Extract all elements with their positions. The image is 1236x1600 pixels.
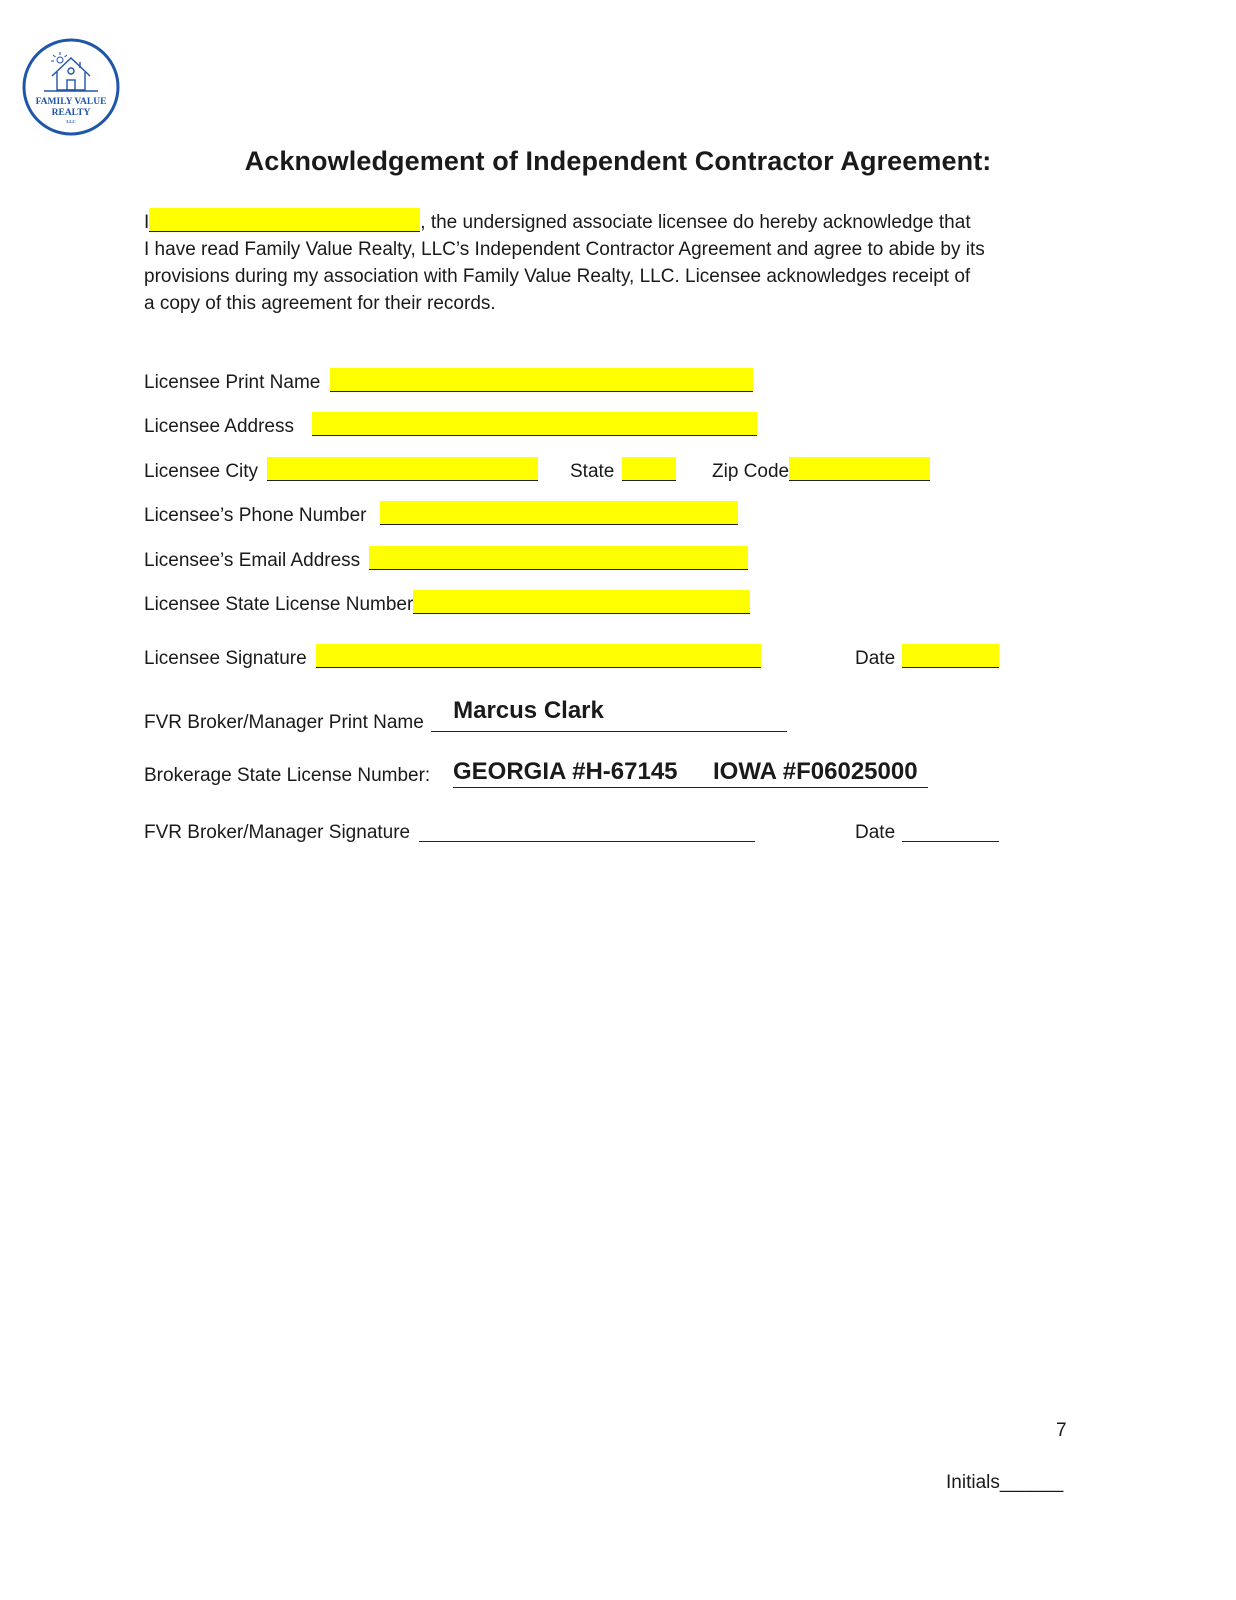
print-name-row bbox=[144, 368, 753, 396]
broker-date-label: Date bbox=[855, 822, 896, 843]
broker-date-group bbox=[855, 818, 999, 846]
phone-row bbox=[144, 501, 738, 529]
address-field[interactable] bbox=[312, 412, 757, 436]
broker-signature-label: FVR Broker/Manager Signature bbox=[144, 822, 411, 843]
broker-date-field[interactable] bbox=[902, 818, 999, 842]
print-name-field[interactable] bbox=[330, 368, 753, 392]
email-row bbox=[144, 546, 748, 574]
address-row bbox=[144, 412, 757, 440]
phone-label: Licensee’s Phone Number bbox=[144, 505, 367, 526]
license-number-field[interactable] bbox=[413, 590, 750, 614]
city-field[interactable] bbox=[267, 457, 538, 481]
broker-name-row bbox=[144, 697, 787, 736]
zip-group bbox=[712, 457, 930, 485]
address-label: Licensee Address bbox=[144, 416, 294, 437]
signature-label: Licensee Signature bbox=[144, 648, 307, 669]
family-value-realty-logo bbox=[22, 38, 120, 136]
broker-name-field[interactable] bbox=[431, 697, 787, 732]
signature-date-group bbox=[855, 644, 999, 672]
zip-label: Zip Code bbox=[712, 461, 790, 482]
signature-date-label: Date bbox=[855, 648, 896, 669]
brokerage-license-label: Brokerage State License Number: bbox=[144, 765, 431, 786]
brokerage-license-underline bbox=[453, 787, 928, 788]
broker-signature-field[interactable] bbox=[419, 818, 755, 842]
state-label: State bbox=[570, 461, 615, 482]
paragraph-line-2: I have read Family Value Realty, LLC’s Independent Contractor Agreement and agree to abide by its bbox=[144, 239, 985, 260]
paragraph-line-3: provisions during my association with Family Value Realty, LLC. Licensee acknowledges receipt of bbox=[144, 266, 971, 287]
city-row bbox=[144, 457, 538, 485]
logo-line-1: FAMILY VALUE bbox=[35, 97, 107, 107]
paragraph-line-4: a copy of this agreement for their records. bbox=[144, 293, 496, 314]
signature-row bbox=[144, 644, 761, 672]
license-number-row bbox=[144, 590, 750, 618]
signature-date-field[interactable] bbox=[902, 644, 999, 668]
acknowledger-name-blank[interactable] bbox=[149, 208, 420, 232]
page-number: 7 bbox=[1056, 1420, 1067, 1441]
phone-field[interactable] bbox=[380, 501, 738, 525]
signature-field[interactable] bbox=[316, 644, 761, 668]
license-number-label: Licensee State License Number bbox=[144, 594, 414, 615]
print-name-label: Licensee Print Name bbox=[144, 372, 321, 393]
state-field[interactable] bbox=[622, 457, 676, 481]
email-field[interactable] bbox=[369, 546, 748, 570]
state-group bbox=[570, 457, 676, 485]
zip-field[interactable] bbox=[789, 457, 930, 481]
broker-name-value: Marcus Clark bbox=[453, 697, 604, 724]
logo-line-3: LLC bbox=[66, 119, 76, 124]
city-label: Licensee City bbox=[144, 461, 259, 482]
brokerage-license-iowa: IOWA #F06025000 bbox=[713, 758, 918, 785]
broker-signature-row bbox=[144, 818, 755, 846]
acknowledgement-paragraph bbox=[144, 208, 1044, 317]
logo-line-2: REALTY bbox=[51, 108, 91, 118]
paragraph-prefix: I bbox=[144, 212, 150, 233]
broker-name-label: FVR Broker/Manager Print Name bbox=[144, 712, 424, 733]
paragraph-line-1-text: , the undersigned associate licensee do hereby acknowledge that bbox=[420, 212, 971, 233]
brokerage-license-georgia: GEORGIA #H-67145 bbox=[453, 758, 678, 785]
initials-field[interactable]: Initials______ bbox=[946, 1472, 1064, 1493]
page-title: Acknowledgement of Independent Contractor Agreement: bbox=[244, 146, 992, 176]
paragraph-line-1 bbox=[144, 208, 1044, 236]
email-label: Licensee’s Email Address bbox=[144, 550, 361, 571]
